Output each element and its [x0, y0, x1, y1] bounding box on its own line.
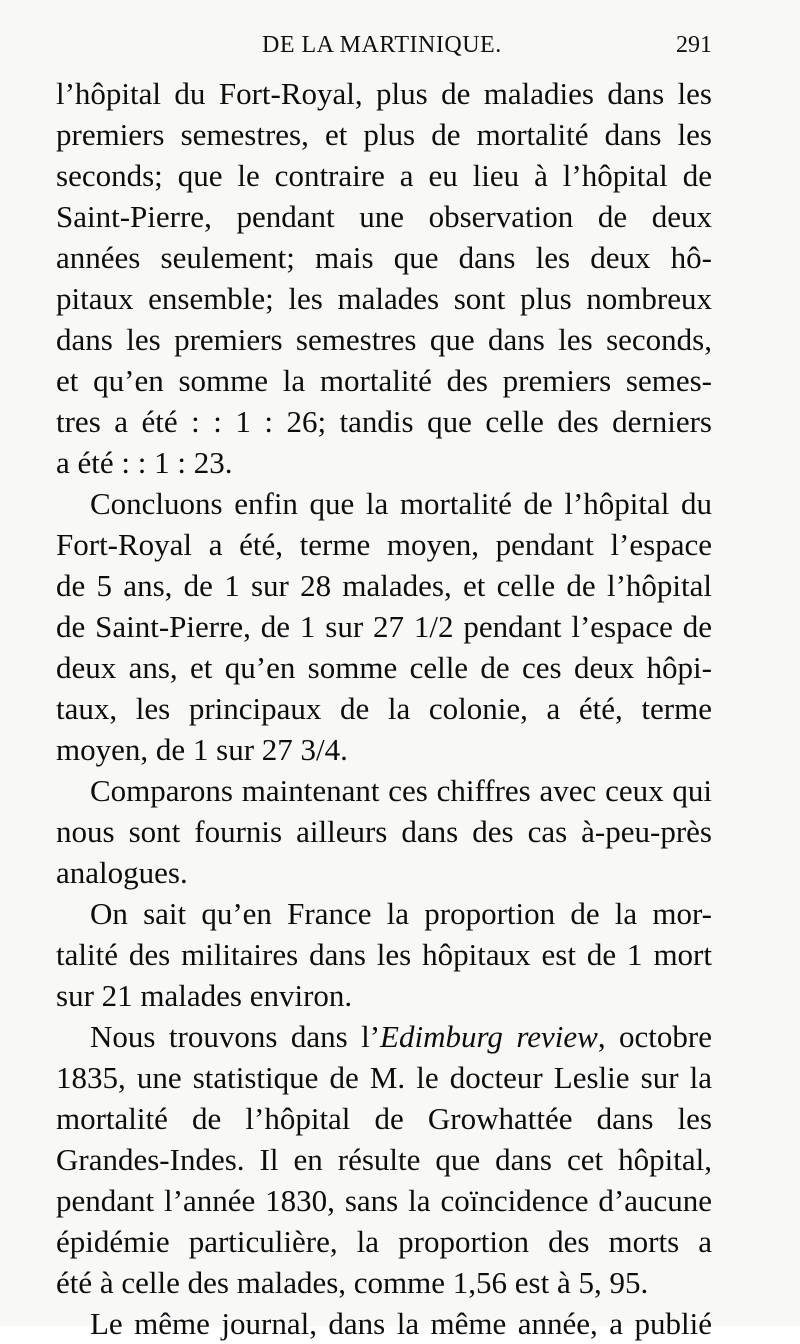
text-line: pendant l’année 1830, sans la coïncidence d’aucune: [56, 1183, 712, 1218]
text-line: épidémie particulière, la proportion des morts a: [56, 1224, 712, 1259]
text-line: Saint-Pierre, pendant une observation de deux: [56, 199, 712, 234]
text-fragment: Nous trouvons dans l’: [90, 1019, 381, 1054]
text-line: dans les premiers semestres que dans les seconds,: [56, 322, 712, 357]
text-line: années seulement; mais que dans les deux hô-: [56, 240, 712, 275]
text-line: Grandes-Indes. Il en résulte que dans cet hôpital,: [56, 1142, 712, 1177]
text-line: taux, les principaux de la colonie, a été, terme: [56, 691, 712, 726]
text-line: Concluons enfin que la mortalité de l’hôpital du: [90, 486, 712, 521]
text-line: de 5 ans, de 1 sur 28 malades, et celle de l’hôpital: [56, 568, 712, 603]
text-line: On sait qu’en France la proportion de la mor-: [90, 896, 712, 931]
text-line: été à celle des malades, comme 1,56 est à 5, 95.: [56, 1265, 649, 1300]
text-line: premiers semestres, et plus de mortalité dans les: [56, 117, 712, 152]
text-line: l’hôpital du Fort-Royal, plus de maladies dans les: [56, 76, 712, 111]
text-line: nous sont fournis ailleurs dans des cas à-peu-près: [56, 814, 712, 849]
text-line: moyen, de 1 sur 27 3/4.: [56, 732, 348, 767]
text-line: Le même journal, dans la même année, a publié: [90, 1306, 712, 1341]
text-fragment: , octobre: [597, 1019, 712, 1054]
page-header: [56, 32, 710, 72]
text-line: de Saint-Pierre, de 1 sur 27 1/2 pendant l’espace de: [56, 609, 712, 644]
running-title: DE LA MARTINIQUE.: [262, 32, 502, 58]
text-line: sur 21 malades environ.: [56, 978, 353, 1013]
page-number: 291: [676, 32, 712, 58]
text-line: tres a été : : 1 : 26; tandis que celle des derniers: [56, 404, 712, 439]
text-line: talité des militaires dans les hôpitaux est de 1 mort: [56, 937, 712, 972]
text-line-with-italic: [56, 1016, 712, 1057]
text-line: deux ans, et qu’en somme celle de ces deux hôpi-: [56, 650, 712, 685]
text-line: a été : : 1 : 23.: [56, 445, 233, 480]
text-line: seconds; que le contraire a eu lieu à l’hôpital de: [56, 158, 712, 193]
text-line: et qu’en somme la mortalité des premiers semes-: [56, 363, 712, 398]
text-line: Comparons maintenant ces chiffres avec ceux qui: [90, 773, 712, 808]
body-text: [56, 73, 712, 1344]
text-line: Fort-Royal a été, terme moyen, pendant l’espace: [56, 527, 712, 562]
text-line: analogues.: [56, 855, 188, 890]
journal-title: Edimburg review: [380, 1019, 598, 1054]
text-line: mortalité de l’hôpital de Growhattée dans les: [56, 1101, 712, 1136]
text-line: pitaux ensemble; les malades sont plus nombreux: [56, 281, 712, 316]
text-line: 1835, une statistique de M. le docteur Leslie sur la: [56, 1060, 712, 1095]
